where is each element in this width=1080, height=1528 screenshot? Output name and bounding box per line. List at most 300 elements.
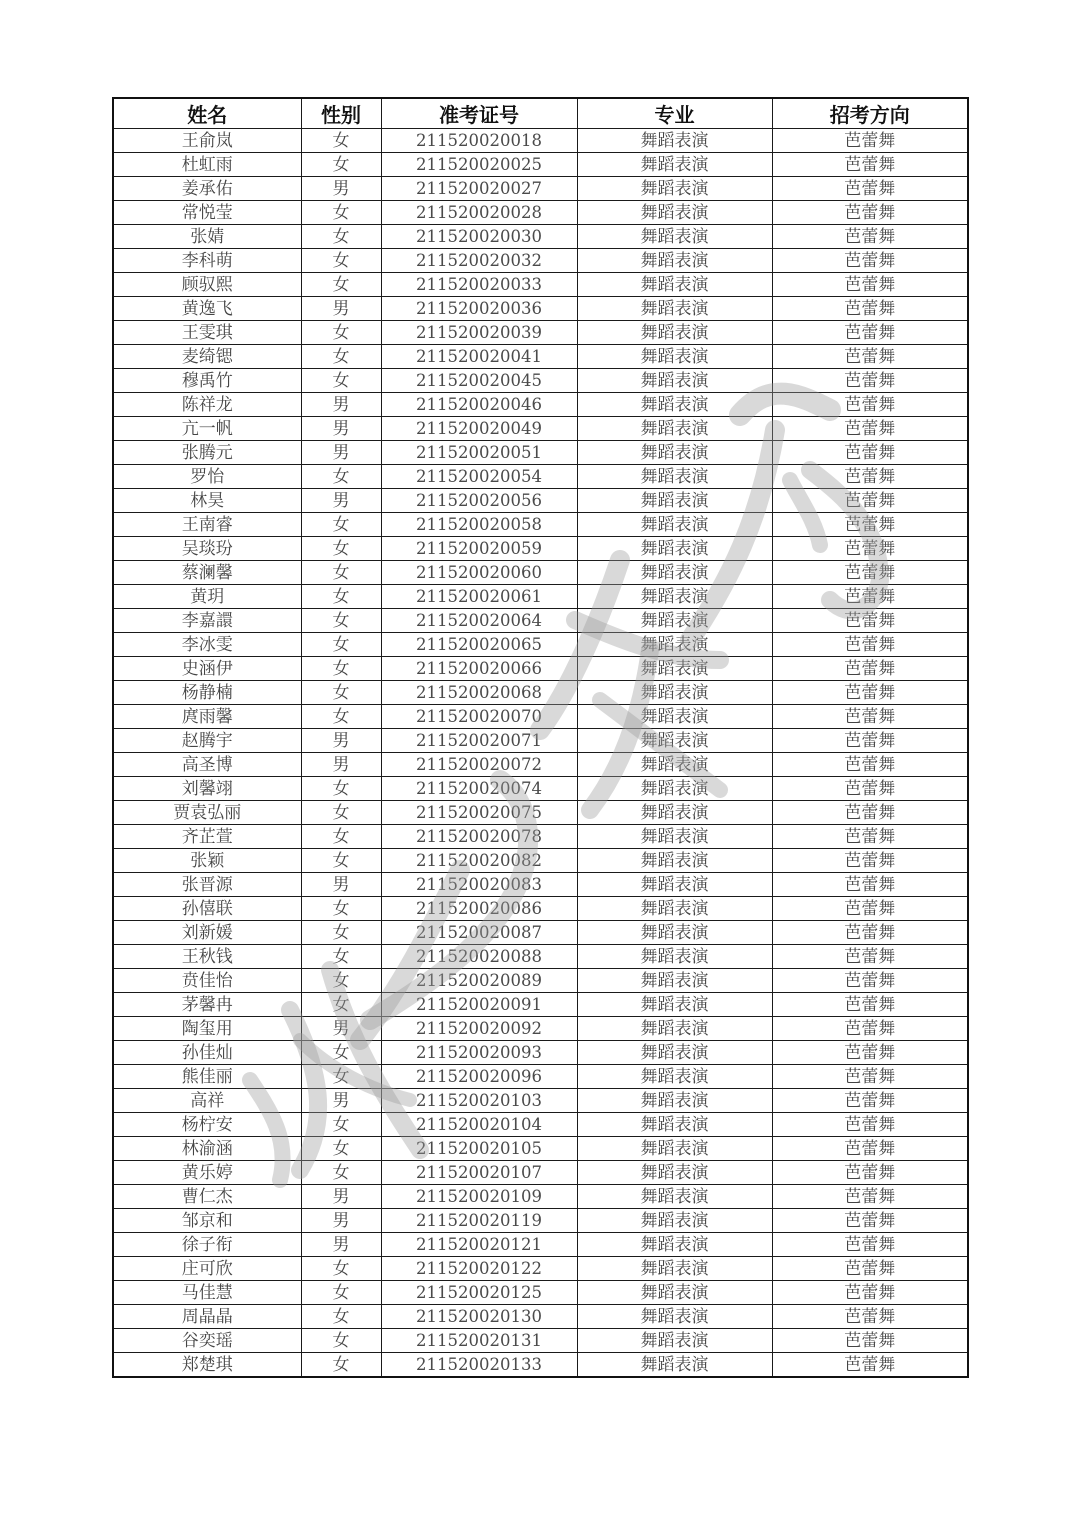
cell-exam-id: 211520020018 <box>381 129 577 153</box>
cell-exam-id: 211520020036 <box>381 297 577 321</box>
cell-name: 黄逸飞 <box>113 297 301 321</box>
cell-name: 罗怡 <box>113 465 301 489</box>
cell-direction: 芭蕾舞 <box>772 177 968 201</box>
cell-major: 舞蹈表演 <box>577 1185 772 1209</box>
cell-gender: 女 <box>301 945 381 969</box>
cell-exam-id: 211520020078 <box>381 825 577 849</box>
cell-direction: 芭蕾舞 <box>772 297 968 321</box>
cell-gender: 女 <box>301 1065 381 1089</box>
cell-name: 张颖 <box>113 849 301 873</box>
cell-name: 林昊 <box>113 489 301 513</box>
table-row <box>113 345 968 369</box>
table-header-row <box>113 98 968 129</box>
cell-major: 舞蹈表演 <box>577 417 772 441</box>
cell-gender: 女 <box>301 1281 381 1305</box>
table-row <box>113 417 968 441</box>
table-row <box>113 513 968 537</box>
cell-direction: 芭蕾舞 <box>772 753 968 777</box>
cell-exam-id: 211520020070 <box>381 705 577 729</box>
cell-name: 孙佳灿 <box>113 1041 301 1065</box>
cell-name: 刘新媛 <box>113 921 301 945</box>
cell-major: 舞蹈表演 <box>577 1137 772 1161</box>
cell-major: 舞蹈表演 <box>577 945 772 969</box>
cell-gender: 女 <box>301 369 381 393</box>
cell-major: 舞蹈表演 <box>577 225 772 249</box>
cell-major: 舞蹈表演 <box>577 201 772 225</box>
cell-direction: 芭蕾舞 <box>772 369 968 393</box>
cell-exam-id: 211520020121 <box>381 1233 577 1257</box>
cell-exam-id: 211520020105 <box>381 1137 577 1161</box>
cell-name: 黄乐婷 <box>113 1161 301 1185</box>
cell-name: 林渝涵 <box>113 1137 301 1161</box>
cell-name: 徐子衔 <box>113 1233 301 1257</box>
table-row <box>113 633 968 657</box>
cell-direction: 芭蕾舞 <box>772 921 968 945</box>
table-row <box>113 777 968 801</box>
table-row <box>113 561 968 585</box>
cell-direction: 芭蕾舞 <box>772 1209 968 1233</box>
cell-direction: 芭蕾舞 <box>772 777 968 801</box>
cell-exam-id: 211520020066 <box>381 657 577 681</box>
cell-name: 李嘉譞 <box>113 609 301 633</box>
cell-gender: 女 <box>301 657 381 681</box>
table-row <box>113 441 968 465</box>
table-row <box>113 321 968 345</box>
cell-direction: 芭蕾舞 <box>772 1353 968 1378</box>
cell-gender: 男 <box>301 1017 381 1041</box>
cell-direction: 芭蕾舞 <box>772 441 968 465</box>
cell-exam-id: 211520020065 <box>381 633 577 657</box>
table-row <box>113 921 968 945</box>
cell-major: 舞蹈表演 <box>577 177 772 201</box>
table-row <box>113 825 968 849</box>
cell-major: 舞蹈表演 <box>577 1089 772 1113</box>
table-row <box>113 1041 968 1065</box>
cell-major: 舞蹈表演 <box>577 585 772 609</box>
cell-direction: 芭蕾舞 <box>772 681 968 705</box>
cell-direction: 芭蕾舞 <box>772 1065 968 1089</box>
cell-exam-id: 211520020028 <box>381 201 577 225</box>
cell-exam-id: 211520020054 <box>381 465 577 489</box>
cell-exam-id: 211520020083 <box>381 873 577 897</box>
cell-name: 刘馨翊 <box>113 777 301 801</box>
cell-gender: 女 <box>301 345 381 369</box>
table-row <box>113 273 968 297</box>
cell-exam-id: 211520020103 <box>381 1089 577 1113</box>
cell-major: 舞蹈表演 <box>577 513 772 537</box>
cell-exam-id: 211520020039 <box>381 321 577 345</box>
table-row <box>113 369 968 393</box>
cell-name: 王秋钱 <box>113 945 301 969</box>
cell-name: 杨静楠 <box>113 681 301 705</box>
cell-major: 舞蹈表演 <box>577 801 772 825</box>
cell-gender: 女 <box>301 921 381 945</box>
cell-name: 穆禹竹 <box>113 369 301 393</box>
cell-gender: 女 <box>301 1353 381 1378</box>
cell-gender: 女 <box>301 849 381 873</box>
cell-gender: 女 <box>301 609 381 633</box>
table-row <box>113 1209 968 1233</box>
cell-direction: 芭蕾舞 <box>772 705 968 729</box>
cell-direction: 芭蕾舞 <box>772 225 968 249</box>
cell-direction: 芭蕾舞 <box>772 1137 968 1161</box>
cell-direction: 芭蕾舞 <box>772 321 968 345</box>
cell-exam-id: 211520020092 <box>381 1017 577 1041</box>
table-row <box>113 1233 968 1257</box>
table-row <box>113 873 968 897</box>
cell-exam-id: 211520020119 <box>381 1209 577 1233</box>
cell-name: 王南睿 <box>113 513 301 537</box>
cell-direction: 芭蕾舞 <box>772 1257 968 1281</box>
table-row <box>113 849 968 873</box>
table-row <box>113 1257 968 1281</box>
table-row <box>113 705 968 729</box>
cell-direction: 芭蕾舞 <box>772 1113 968 1137</box>
header-exam-id: 准考证号 <box>381 98 577 129</box>
cell-gender: 女 <box>301 537 381 561</box>
cell-gender: 男 <box>301 441 381 465</box>
cell-exam-id: 211520020089 <box>381 969 577 993</box>
cell-major: 舞蹈表演 <box>577 1113 772 1137</box>
table-row <box>113 249 968 273</box>
cell-name: 孙僖联 <box>113 897 301 921</box>
cell-name: 王俞岚 <box>113 129 301 153</box>
cell-gender: 女 <box>301 1137 381 1161</box>
cell-major: 舞蹈表演 <box>577 345 772 369</box>
cell-name: 李科萌 <box>113 249 301 273</box>
cell-exam-id: 211520020072 <box>381 753 577 777</box>
cell-gender: 女 <box>301 897 381 921</box>
cell-name: 齐芷萱 <box>113 825 301 849</box>
cell-gender: 女 <box>301 153 381 177</box>
cell-name: 庄可欣 <box>113 1257 301 1281</box>
table-row <box>113 1329 968 1353</box>
table-row <box>113 1161 968 1185</box>
cell-major: 舞蹈表演 <box>577 297 772 321</box>
cell-direction: 芭蕾舞 <box>772 1185 968 1209</box>
cell-gender: 女 <box>301 225 381 249</box>
table-row <box>113 1185 968 1209</box>
cell-direction: 芭蕾舞 <box>772 1233 968 1257</box>
cell-gender: 女 <box>301 1161 381 1185</box>
cell-direction: 芭蕾舞 <box>772 1041 968 1065</box>
cell-name: 赵腾宇 <box>113 729 301 753</box>
cell-name: 史涵伊 <box>113 657 301 681</box>
cell-exam-id: 211520020051 <box>381 441 577 465</box>
cell-major: 舞蹈表演 <box>577 657 772 681</box>
cell-direction: 芭蕾舞 <box>772 825 968 849</box>
cell-exam-id: 211520020027 <box>381 177 577 201</box>
cell-direction: 芭蕾舞 <box>772 1281 968 1305</box>
cell-major: 舞蹈表演 <box>577 441 772 465</box>
cell-name: 张晋源 <box>113 873 301 897</box>
cell-gender: 男 <box>301 873 381 897</box>
table-row <box>113 945 968 969</box>
cell-exam-id: 211520020122 <box>381 1257 577 1281</box>
cell-direction: 芭蕾舞 <box>772 249 968 273</box>
cell-gender: 女 <box>301 1041 381 1065</box>
cell-name: 常悦莹 <box>113 201 301 225</box>
cell-exam-id: 211520020058 <box>381 513 577 537</box>
cell-gender: 女 <box>301 585 381 609</box>
cell-gender: 男 <box>301 753 381 777</box>
cell-direction: 芭蕾舞 <box>772 273 968 297</box>
table-row <box>113 1089 968 1113</box>
cell-exam-id: 211520020056 <box>381 489 577 513</box>
cell-exam-id: 211520020133 <box>381 1353 577 1378</box>
table-row <box>113 609 968 633</box>
cell-name: 高圣博 <box>113 753 301 777</box>
cell-direction: 芭蕾舞 <box>772 513 968 537</box>
cell-major: 舞蹈表演 <box>577 993 772 1017</box>
table-row <box>113 897 968 921</box>
cell-major: 舞蹈表演 <box>577 753 772 777</box>
cell-name: 张腾元 <box>113 441 301 465</box>
cell-direction: 芭蕾舞 <box>772 1329 968 1353</box>
cell-gender: 男 <box>301 1185 381 1209</box>
cell-direction: 芭蕾舞 <box>772 897 968 921</box>
cell-major: 舞蹈表演 <box>577 897 772 921</box>
cell-gender: 女 <box>301 1305 381 1329</box>
cell-major: 舞蹈表演 <box>577 249 772 273</box>
cell-direction: 芭蕾舞 <box>772 729 968 753</box>
cell-name: 蔡澜馨 <box>113 561 301 585</box>
table-row <box>113 537 968 561</box>
cell-exam-id: 211520020032 <box>381 249 577 273</box>
cell-major: 舞蹈表演 <box>577 369 772 393</box>
cell-gender: 男 <box>301 489 381 513</box>
cell-major: 舞蹈表演 <box>577 849 772 873</box>
cell-major: 舞蹈表演 <box>577 1353 772 1378</box>
table-row <box>113 177 968 201</box>
cell-name: 郑楚琪 <box>113 1353 301 1378</box>
cell-gender: 女 <box>301 321 381 345</box>
cell-exam-id: 211520020104 <box>381 1113 577 1137</box>
cell-exam-id: 211520020087 <box>381 921 577 945</box>
cell-exam-id: 211520020131 <box>381 1329 577 1353</box>
cell-major: 舞蹈表演 <box>577 321 772 345</box>
cell-gender: 女 <box>301 201 381 225</box>
cell-direction: 芭蕾舞 <box>772 345 968 369</box>
cell-direction: 芭蕾舞 <box>772 1161 968 1185</box>
table-row <box>113 225 968 249</box>
cell-gender: 女 <box>301 801 381 825</box>
cell-gender: 女 <box>301 129 381 153</box>
cell-name: 曹仁杰 <box>113 1185 301 1209</box>
cell-direction: 芭蕾舞 <box>772 945 968 969</box>
table-row <box>113 1305 968 1329</box>
cell-exam-id: 211520020030 <box>381 225 577 249</box>
cell-direction: 芭蕾舞 <box>772 417 968 441</box>
cell-name: 麦绮锶 <box>113 345 301 369</box>
cell-gender: 男 <box>301 729 381 753</box>
table-row <box>113 969 968 993</box>
table-row <box>113 1113 968 1137</box>
table-row <box>113 465 968 489</box>
cell-exam-id: 211520020046 <box>381 393 577 417</box>
cell-major: 舞蹈表演 <box>577 1305 772 1329</box>
cell-major: 舞蹈表演 <box>577 393 772 417</box>
cell-gender: 男 <box>301 1089 381 1113</box>
cell-major: 舞蹈表演 <box>577 1281 772 1305</box>
table-row <box>113 1017 968 1041</box>
cell-exam-id: 211520020088 <box>381 945 577 969</box>
table-row <box>113 585 968 609</box>
cell-direction: 芭蕾舞 <box>772 393 968 417</box>
cell-name: 茅馨冉 <box>113 993 301 1017</box>
cell-name: 杨柠安 <box>113 1113 301 1137</box>
cell-exam-id: 211520020075 <box>381 801 577 825</box>
cell-direction: 芭蕾舞 <box>772 489 968 513</box>
cell-gender: 男 <box>301 417 381 441</box>
cell-direction: 芭蕾舞 <box>772 585 968 609</box>
cell-major: 舞蹈表演 <box>577 1065 772 1089</box>
cell-direction: 芭蕾舞 <box>772 1089 968 1113</box>
cell-gender: 女 <box>301 249 381 273</box>
cell-gender: 女 <box>301 1329 381 1353</box>
cell-name: 邹京和 <box>113 1209 301 1233</box>
cell-major: 舞蹈表演 <box>577 729 772 753</box>
table-row <box>113 297 968 321</box>
cell-name: 贾袁弘丽 <box>113 801 301 825</box>
cell-gender: 男 <box>301 393 381 417</box>
cell-direction: 芭蕾舞 <box>772 1305 968 1329</box>
cell-gender: 女 <box>301 513 381 537</box>
table-row <box>113 129 968 153</box>
cell-direction: 芭蕾舞 <box>772 561 968 585</box>
cell-direction: 芭蕾舞 <box>772 873 968 897</box>
cell-direction: 芭蕾舞 <box>772 801 968 825</box>
cell-exam-id: 211520020025 <box>381 153 577 177</box>
cell-exam-id: 211520020041 <box>381 345 577 369</box>
cell-major: 舞蹈表演 <box>577 969 772 993</box>
cell-exam-id: 211520020086 <box>381 897 577 921</box>
cell-exam-id: 211520020093 <box>381 1041 577 1065</box>
cell-major: 舞蹈表演 <box>577 273 772 297</box>
cell-name: 黄玥 <box>113 585 301 609</box>
table-row <box>113 1065 968 1089</box>
cell-name: 杜虹雨 <box>113 153 301 177</box>
cell-gender: 男 <box>301 297 381 321</box>
cell-exam-id: 211520020061 <box>381 585 577 609</box>
cell-major: 舞蹈表演 <box>577 825 772 849</box>
cell-major: 舞蹈表演 <box>577 1161 772 1185</box>
cell-name: 庹雨馨 <box>113 705 301 729</box>
cell-direction: 芭蕾舞 <box>772 849 968 873</box>
cell-exam-id: 211520020109 <box>381 1185 577 1209</box>
cell-direction: 芭蕾舞 <box>772 465 968 489</box>
cell-major: 舞蹈表演 <box>577 1017 772 1041</box>
cell-name: 高祥 <box>113 1089 301 1113</box>
cell-exam-id: 211520020091 <box>381 993 577 1017</box>
cell-major: 舞蹈表演 <box>577 1329 772 1353</box>
cell-gender: 女 <box>301 681 381 705</box>
header-gender: 性别 <box>301 98 381 129</box>
cell-gender: 女 <box>301 465 381 489</box>
cell-gender: 女 <box>301 1113 381 1137</box>
cell-direction: 芭蕾舞 <box>772 129 968 153</box>
cell-gender: 男 <box>301 1233 381 1257</box>
cell-gender: 女 <box>301 705 381 729</box>
table-row <box>113 489 968 513</box>
cell-major: 舞蹈表演 <box>577 1233 772 1257</box>
header-name: 姓名 <box>113 98 301 129</box>
table-row <box>113 1281 968 1305</box>
cell-direction: 芭蕾舞 <box>772 633 968 657</box>
table-row <box>113 1137 968 1161</box>
cell-gender: 男 <box>301 177 381 201</box>
cell-name: 熊佳丽 <box>113 1065 301 1089</box>
header-direction: 招考方向 <box>772 98 968 129</box>
cell-major: 舞蹈表演 <box>577 153 772 177</box>
cell-gender: 女 <box>301 777 381 801</box>
cell-exam-id: 211520020074 <box>381 777 577 801</box>
cell-gender: 女 <box>301 1257 381 1281</box>
cell-gender: 女 <box>301 273 381 297</box>
cell-major: 舞蹈表演 <box>577 633 772 657</box>
cell-name: 谷奕瑶 <box>113 1329 301 1353</box>
cell-major: 舞蹈表演 <box>577 1209 772 1233</box>
cell-exam-id: 211520020096 <box>381 1065 577 1089</box>
cell-direction: 芭蕾舞 <box>772 969 968 993</box>
cell-direction: 芭蕾舞 <box>772 993 968 1017</box>
cell-name: 陈祥龙 <box>113 393 301 417</box>
table-row <box>113 201 968 225</box>
cell-direction: 芭蕾舞 <box>772 609 968 633</box>
header-major: 专业 <box>577 98 772 129</box>
cell-gender: 女 <box>301 969 381 993</box>
cell-exam-id: 211520020130 <box>381 1305 577 1329</box>
cell-major: 舞蹈表演 <box>577 1257 772 1281</box>
cell-name: 顾驭熙 <box>113 273 301 297</box>
table-row <box>113 753 968 777</box>
cell-exam-id: 211520020049 <box>381 417 577 441</box>
table-row <box>113 801 968 825</box>
table-row <box>113 681 968 705</box>
cell-gender: 女 <box>301 825 381 849</box>
cell-name: 张婧 <box>113 225 301 249</box>
cell-major: 舞蹈表演 <box>577 681 772 705</box>
cell-major: 舞蹈表演 <box>577 777 772 801</box>
cell-major: 舞蹈表演 <box>577 489 772 513</box>
table-row <box>113 657 968 681</box>
cell-major: 舞蹈表演 <box>577 609 772 633</box>
table-row <box>113 993 968 1017</box>
cell-exam-id: 211520020125 <box>381 1281 577 1305</box>
cell-name: 姜承佑 <box>113 177 301 201</box>
cell-name: 周晶晶 <box>113 1305 301 1329</box>
cell-name: 马佳慧 <box>113 1281 301 1305</box>
cell-name: 贲佳怡 <box>113 969 301 993</box>
cell-exam-id: 211520020059 <box>381 537 577 561</box>
cell-direction: 芭蕾舞 <box>772 537 968 561</box>
cell-exam-id: 211520020071 <box>381 729 577 753</box>
cell-gender: 女 <box>301 993 381 1017</box>
cell-major: 舞蹈表演 <box>577 705 772 729</box>
cell-exam-id: 211520020107 <box>381 1161 577 1185</box>
admission-roster-table <box>112 97 969 1378</box>
cell-exam-id: 211520020033 <box>381 273 577 297</box>
table-row <box>113 729 968 753</box>
cell-major: 舞蹈表演 <box>577 873 772 897</box>
cell-name: 李冰雯 <box>113 633 301 657</box>
cell-name: 王雯琪 <box>113 321 301 345</box>
cell-direction: 芭蕾舞 <box>772 1017 968 1041</box>
cell-major: 舞蹈表演 <box>577 921 772 945</box>
cell-major: 舞蹈表演 <box>577 129 772 153</box>
cell-major: 舞蹈表演 <box>577 561 772 585</box>
cell-gender: 女 <box>301 561 381 585</box>
